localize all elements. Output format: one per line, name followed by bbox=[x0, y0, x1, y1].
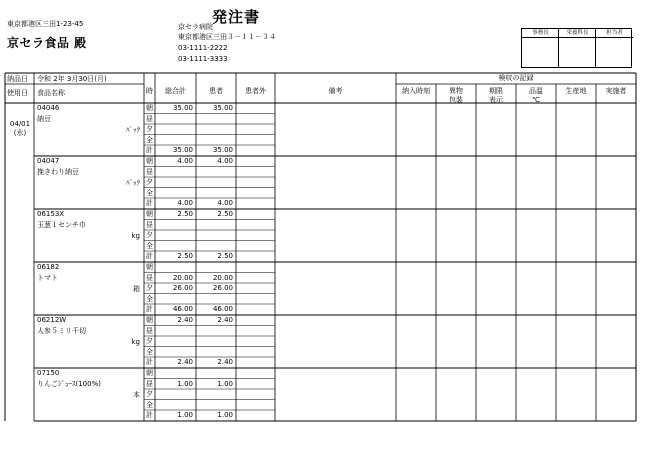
meal-label: 夕 bbox=[146, 178, 153, 186]
patient-value: 26.00 bbox=[212, 284, 233, 292]
meal-label: 全 bbox=[146, 188, 153, 197]
meal-label: 全 bbox=[146, 400, 153, 409]
hospital-phone: 03-1111-2222 bbox=[178, 44, 228, 52]
total-value: 2.40 bbox=[177, 316, 193, 324]
patient-value: 20.00 bbox=[212, 273, 233, 282]
total-value: 2.50 bbox=[177, 252, 193, 260]
supplier-name: 京セラ食品 殿 bbox=[7, 36, 87, 50]
total-value: 4.00 bbox=[177, 199, 193, 207]
patient-value: 4.00 bbox=[217, 157, 233, 165]
stamp-label-nutrition-head: 栄養科長 bbox=[559, 29, 596, 38]
inspection-col-label: 品温 ℃ bbox=[529, 87, 543, 104]
patient-value: 2.40 bbox=[217, 358, 233, 366]
total-label: 総合計 bbox=[165, 87, 186, 95]
item-unit: ﾊﾟｯｸ bbox=[126, 126, 140, 134]
total-value: 20.00 bbox=[172, 273, 193, 282]
meal-label: 夕 bbox=[146, 390, 153, 398]
meal-label: 全 bbox=[146, 241, 153, 250]
item-code: 06153X bbox=[37, 210, 65, 218]
total-value: 1.00 bbox=[177, 411, 193, 419]
meal-label: 昼 bbox=[146, 379, 153, 388]
stamp-label-staff: 担当者 bbox=[596, 29, 633, 38]
total-value: 1.00 bbox=[177, 379, 193, 388]
inspection-col-label: 異物 包装 bbox=[449, 87, 463, 104]
meal-label: 計 bbox=[146, 252, 153, 260]
use-date: 04/01 bbox=[9, 120, 31, 128]
patient-value: 4.00 bbox=[217, 199, 233, 207]
meal-label: 全 bbox=[146, 135, 153, 144]
item-code: 07150 bbox=[37, 369, 60, 377]
delivery-date: 令和 2年 3月30日(月) bbox=[37, 75, 107, 83]
item-code: 04046 bbox=[37, 104, 60, 112]
meal-label: 夕 bbox=[146, 337, 153, 345]
meal-label: 夕 bbox=[146, 231, 153, 239]
meal-label: 朝 bbox=[146, 157, 153, 165]
item-unit: ﾊﾟｯｸ bbox=[126, 179, 140, 187]
total-value: 35.00 bbox=[172, 104, 193, 112]
inspection-col-label: 期限 表示 bbox=[489, 87, 503, 104]
meal-label: 昼 bbox=[146, 326, 153, 335]
total-value: 35.00 bbox=[172, 146, 193, 154]
item-name: 玉葱１センチ巾 bbox=[37, 221, 86, 229]
non-patient-label: 患者外 bbox=[245, 87, 266, 95]
patient-value: 2.40 bbox=[217, 316, 233, 324]
meal-label: 夕 bbox=[146, 125, 153, 133]
hospital-name: 京セラ病院 bbox=[178, 23, 213, 31]
meal-label: 計 bbox=[146, 146, 153, 154]
meal-label: 昼 bbox=[146, 167, 153, 176]
patient-value: 2.50 bbox=[217, 252, 233, 260]
inspection-label: 検収の記録 bbox=[498, 74, 534, 82]
meal-label: 全 bbox=[146, 347, 153, 356]
item-name: 納豆 bbox=[37, 115, 51, 123]
meal-label: 昼 bbox=[146, 220, 153, 229]
total-value: 2.40 bbox=[177, 358, 193, 366]
inspection-col-label: 実施者 bbox=[605, 87, 627, 95]
patient-value: 2.50 bbox=[217, 210, 233, 218]
delivery-date-label: 納品日 bbox=[7, 75, 28, 83]
item-unit: 箱 bbox=[133, 285, 140, 293]
patient-value: 35.00 bbox=[212, 146, 233, 154]
patient-value: 46.00 bbox=[212, 305, 233, 313]
meal-label: 夕 bbox=[146, 284, 153, 292]
total-value: 2.50 bbox=[177, 210, 193, 218]
use-date-label: 使用日 bbox=[7, 89, 28, 97]
use-weekday: (水) bbox=[13, 129, 27, 137]
item-name-label: 食品名称 bbox=[37, 89, 65, 97]
meal-label: 昼 bbox=[146, 114, 153, 123]
item-name: トマト bbox=[37, 274, 58, 282]
patient-value: 1.00 bbox=[217, 379, 233, 388]
meal-label: 全 bbox=[146, 294, 153, 303]
item-code: 04047 bbox=[37, 157, 60, 165]
patient-value: 35.00 bbox=[212, 104, 233, 112]
item-unit: kg bbox=[131, 232, 140, 240]
meal-label: 朝 bbox=[146, 369, 153, 377]
item-unit: kg bbox=[131, 338, 140, 346]
remarks-label: 備考 bbox=[328, 87, 343, 95]
inspection-col-label: 生産地 bbox=[565, 87, 587, 95]
patient-value: 1.00 bbox=[217, 411, 233, 419]
total-value: 4.00 bbox=[177, 157, 193, 165]
item-name: 挽きわり納豆 bbox=[37, 168, 79, 176]
meal-label: 朝 bbox=[146, 316, 153, 324]
page-title: 発注書 bbox=[212, 8, 261, 26]
meal-label: 計 bbox=[146, 358, 153, 366]
sender-address: 東京都港区三田1-23-45 bbox=[7, 20, 84, 28]
stamp-label-director: 事務長 bbox=[522, 29, 559, 38]
hospital-address: 東京都港区三田３－１１－３４ bbox=[178, 33, 276, 41]
item-code: 06212W bbox=[37, 316, 67, 324]
meal-label: 朝 bbox=[146, 210, 153, 218]
item-name: 人参５ミリ千切 bbox=[37, 327, 86, 335]
total-value: 26.00 bbox=[172, 284, 193, 292]
meal-label: 計 bbox=[146, 199, 153, 207]
inspection-col-label: 納入時刻 bbox=[402, 87, 430, 95]
hospital-fax: 03-1111-3333 bbox=[178, 55, 228, 63]
meal-label: 計 bbox=[146, 305, 153, 313]
meal-label: 朝 bbox=[146, 263, 153, 271]
time-label: 時 bbox=[146, 87, 153, 95]
meal-label: 朝 bbox=[146, 104, 153, 112]
total-value: 46.00 bbox=[172, 305, 193, 313]
item-code: 06182 bbox=[37, 263, 60, 271]
patient-label: 患者 bbox=[209, 87, 223, 95]
item-unit: 本 bbox=[133, 391, 140, 399]
meal-label: 昼 bbox=[146, 273, 153, 282]
meal-label: 計 bbox=[146, 411, 153, 419]
item-name: りんごｼﾞｭｰｽ(100%) bbox=[37, 380, 101, 388]
